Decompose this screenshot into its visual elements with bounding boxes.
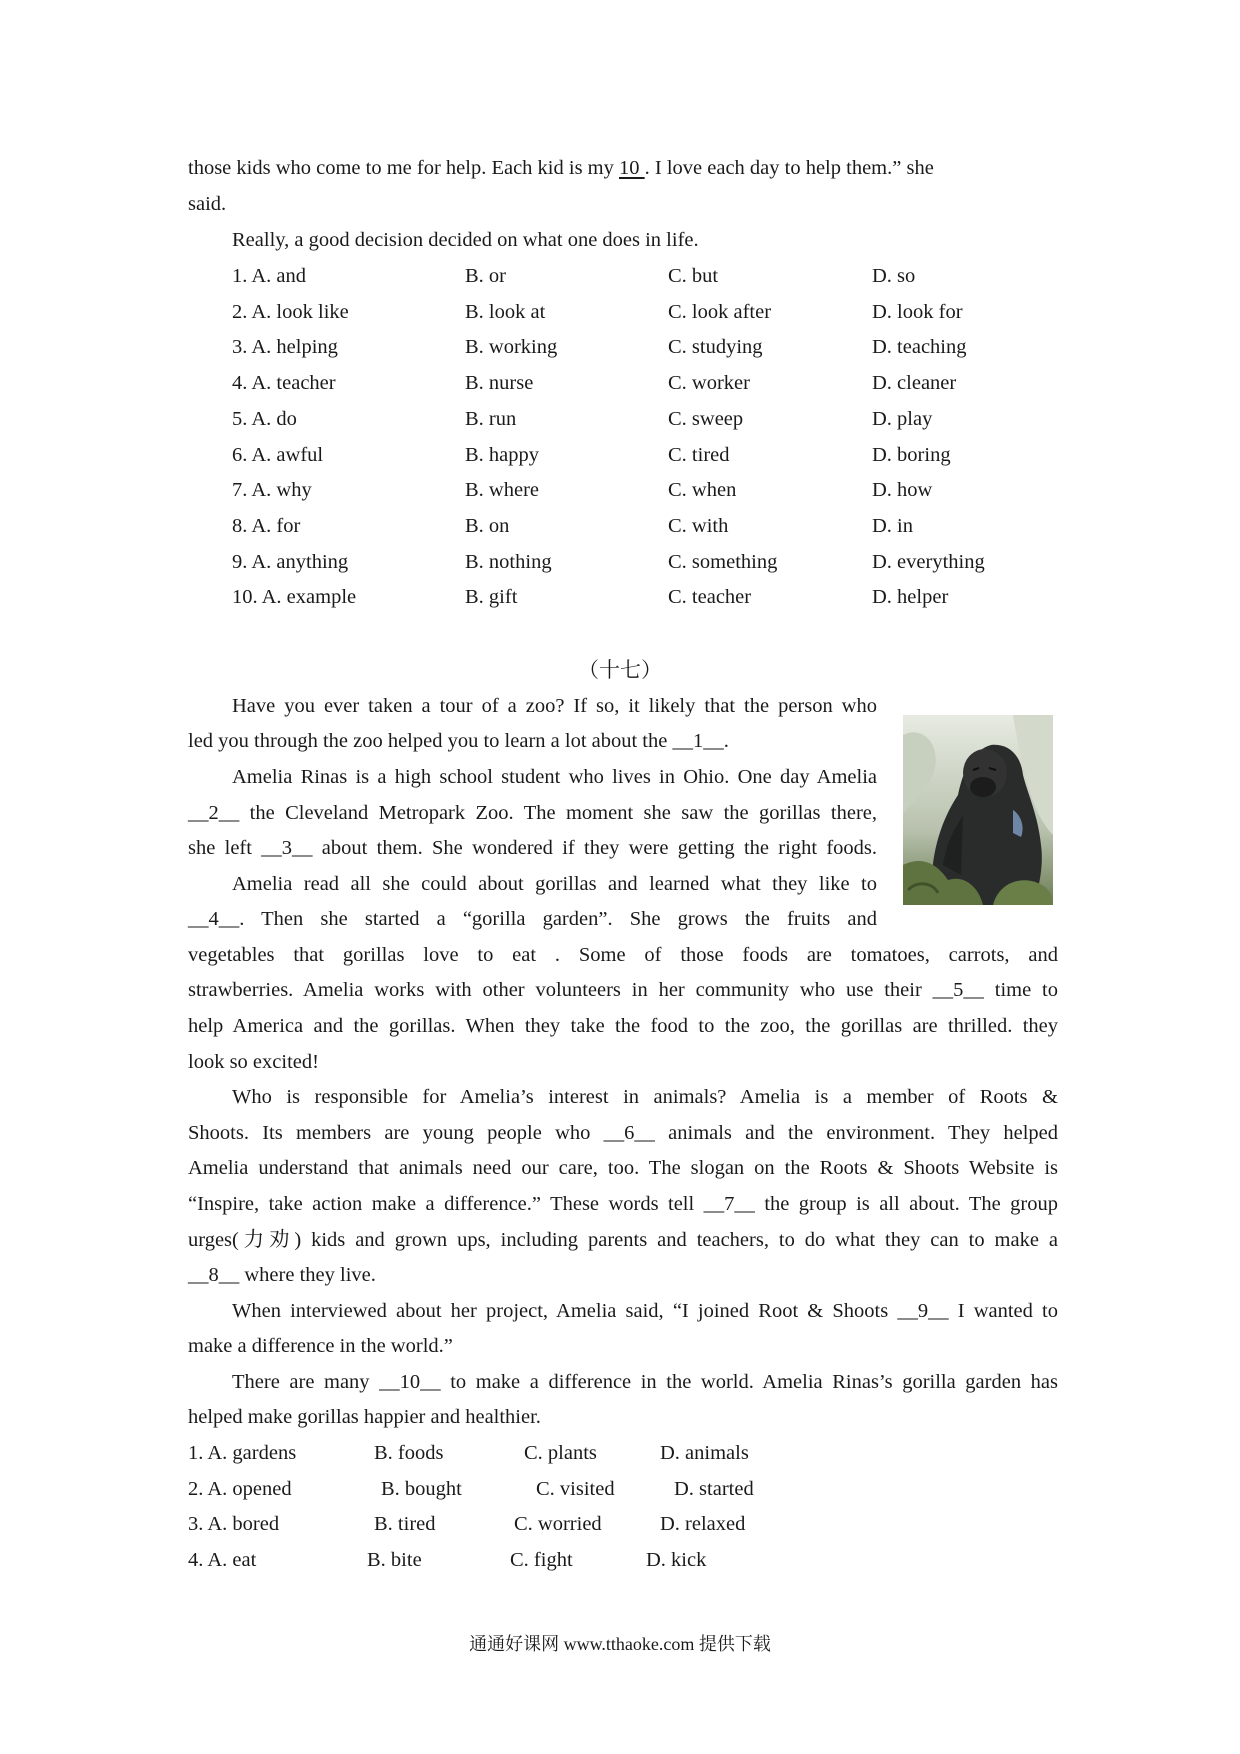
option-b: B. foods	[374, 1442, 444, 1464]
option-b: B. bite	[367, 1549, 422, 1572]
passage-line: __2__ the Cleveland Metropark Zoo. The moment she saw the gorillas there,	[188, 802, 877, 824]
option-d: D. cleaner	[872, 372, 957, 395]
question-row	[0, 508, 1240, 544]
question-row	[0, 1435, 1240, 1471]
option-d: D. so	[872, 265, 916, 287]
question-row	[0, 1471, 1240, 1507]
question-row	[0, 579, 1240, 615]
passage-line: Amelia Rinas is a high school student who lives in Ohio. One day Amelia	[232, 766, 877, 788]
option-b: B. nothing	[465, 550, 552, 573]
option-a: 3. A. bored	[188, 1513, 280, 1536]
passage-line: Really, a good decision decided on what one does in life.	[232, 229, 699, 251]
passage-line: Amelia understand that animals need our care, too. The slogan on the Roots & Shoots Website is	[188, 1157, 1058, 1179]
passage-line: make a difference in the world.”	[188, 1335, 453, 1357]
option-c: C. something	[668, 550, 778, 573]
option-a: 1. A. and	[232, 265, 307, 287]
option-d: D. animals	[660, 1442, 749, 1464]
option-d: D. started	[674, 1477, 754, 1500]
passage-line: strawberries. Amelia works with other volunteers in her community who use their __5__ time to	[188, 979, 1058, 1001]
option-c: C. plants	[524, 1442, 597, 1464]
option-d: D. relaxed	[660, 1513, 746, 1536]
option-d: D. how	[872, 479, 933, 502]
option-b: B. working	[465, 336, 558, 359]
question-row	[0, 544, 1240, 580]
option-c: C. visited	[536, 1477, 615, 1500]
option-d: D. teaching	[872, 336, 967, 359]
passage-line: she left __3__ about them. She wondered if they were getting the right foods.	[188, 837, 877, 859]
passage-line: “Inspire, take action make a difference.” These words tell __7__ the group is all about. The group	[188, 1193, 1058, 1215]
option-b: B. look at	[465, 300, 546, 323]
option-b: B. where	[465, 479, 540, 502]
passage-line: led you through the zoo helped you to learn a lot about the __1__.	[188, 730, 729, 752]
option-b: B. run	[465, 407, 517, 430]
option-a: 8. A. for	[232, 514, 301, 537]
option-b: B. nurse	[465, 372, 534, 395]
option-b: B. on	[465, 514, 510, 537]
option-c: C. studying	[668, 336, 763, 359]
option-c: C. with	[668, 514, 729, 537]
option-a: 5. A. do	[232, 407, 297, 430]
passage-line: There are many __10__ to make a difference in the world. Amelia Rinas’s gorilla garden has	[232, 1371, 1058, 1393]
option-a: 2. A. opened	[188, 1477, 292, 1500]
passage-text: those kids who come to me for help. Each kid is my	[188, 157, 619, 179]
question-row	[0, 401, 1240, 437]
option-c: C. when	[668, 479, 737, 502]
passage-line: helped make gorillas happier and healthier.	[188, 1406, 541, 1428]
question-row	[0, 294, 1240, 330]
option-a: 6. A. awful	[232, 443, 324, 466]
question-row	[0, 329, 1240, 365]
option-d: D. kick	[646, 1549, 707, 1572]
option-a: 9. A. anything	[232, 550, 349, 573]
gorilla-photo	[903, 715, 1053, 905]
option-a: 2. A. look like	[232, 300, 349, 323]
passage-line: __8__ where they live.	[188, 1264, 376, 1286]
passage-line: help America and the gorillas. When they take the food to the zoo, the gorillas are thrilled. they	[188, 1015, 1058, 1037]
option-b: B. tired	[374, 1513, 436, 1536]
passage-line: vegetables that gorillas love to eat . Some of those foods are tomatoes, carrots, and	[188, 944, 1058, 966]
option-c: C. tired	[668, 443, 730, 466]
option-c: C. teacher	[668, 586, 752, 609]
option-c: C. fight	[510, 1549, 573, 1572]
option-c: C. look after	[668, 300, 772, 323]
passage-line: look so excited!	[188, 1051, 319, 1073]
passage-line: said.	[188, 193, 227, 215]
gorilla-image	[903, 715, 1053, 905]
option-c: C. worried	[514, 1513, 602, 1536]
section-heading: （十七）	[578, 658, 662, 682]
option-b: B. happy	[465, 443, 540, 466]
page-footer: 通通好课网 www.tthaoke.com 提供下载	[469, 1634, 771, 1654]
question-row	[0, 365, 1240, 401]
passage-line: Who is responsible for Amelia’s interest in animals? Amelia is a member of Roots &	[232, 1086, 1058, 1108]
question-row	[0, 472, 1240, 508]
passage-line: urges(力劝) kids and grown ups, including parents and teachers, to do what they can to make a	[188, 1229, 1058, 1251]
option-b: B. or	[465, 265, 506, 287]
passage-line: Amelia read all she could about gorillas and learned what they like to	[232, 873, 877, 895]
passage-text: . I love each day to help them.” she	[644, 157, 934, 179]
option-b: B. bought	[381, 1477, 462, 1500]
option-a: 10. A. example	[232, 586, 357, 609]
question-row	[0, 1506, 1240, 1542]
option-d: D. play	[872, 407, 933, 430]
option-a: 7. A. why	[232, 479, 312, 502]
option-d: D. in	[872, 514, 913, 537]
passage-line: Shoots. Its members are young people who __6__ animals and the environment. They helped	[188, 1122, 1058, 1144]
option-a: 4. A. eat	[188, 1549, 257, 1572]
option-c: C. but	[668, 265, 719, 287]
question-row	[0, 437, 1240, 473]
answer-blank: 10	[619, 157, 645, 179]
option-a: 4. A. teacher	[232, 372, 336, 395]
option-a: 3. A. helping	[232, 336, 338, 359]
option-d: D. everything	[872, 550, 985, 573]
passage-line: __4__. Then she started a “gorilla garden”. She grows the fruits and	[188, 908, 877, 930]
passage-line	[188, 150, 1058, 186]
option-a: 1. A. gardens	[188, 1442, 297, 1464]
question-row	[0, 1542, 1240, 1578]
option-c: C. worker	[668, 372, 750, 395]
passage-line: When interviewed about her project, Amelia said, “I joined Root & Shoots __9__ I wanted to	[232, 1300, 1058, 1322]
passage-line: Have you ever taken a tour of a zoo? If so, it likely that the person who	[232, 695, 877, 717]
option-d: D. look for	[872, 300, 963, 323]
option-d: D. boring	[872, 443, 951, 466]
option-b: B. gift	[465, 586, 518, 609]
option-d: D. helper	[872, 586, 949, 609]
question-row	[0, 258, 1240, 294]
option-c: C. sweep	[668, 407, 744, 430]
